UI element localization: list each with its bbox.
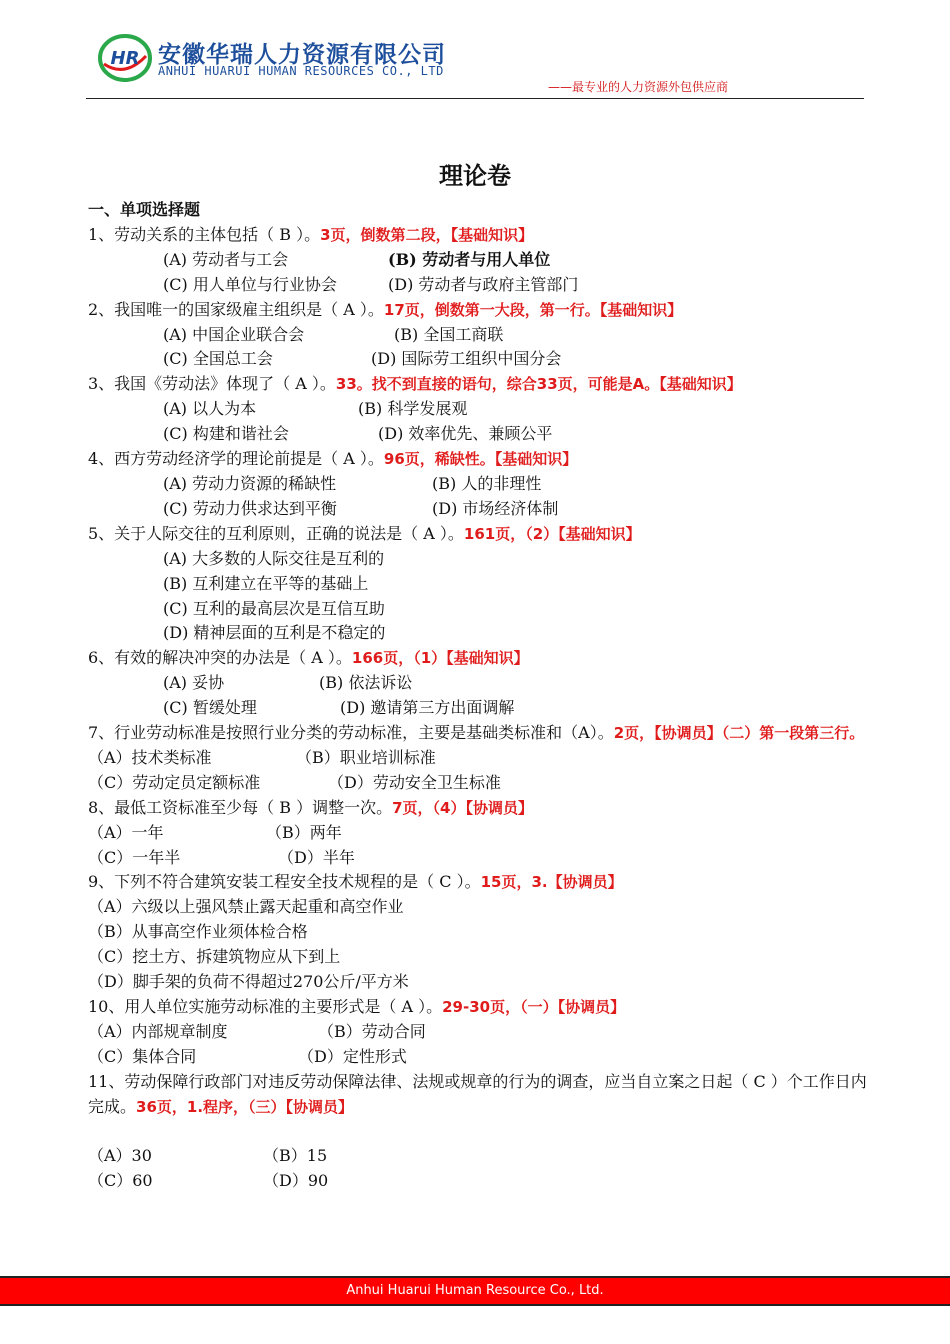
question-7 [88,721,868,746]
question-stem: 9、下列不符合建筑安装工程安全技术规程的是（ C ）。 [88,872,481,892]
option-d: (D) 劳动者与政府主管部门 [388,274,579,294]
option-d: (D) 精神层面的互利是不稳定的 [163,623,386,643]
option-a: (A) 劳动力资源的稀缺性 [163,473,337,493]
option-b: (B) 互利建立在平等的基础上 [163,573,369,593]
option-row [88,1020,868,1045]
spacer [88,1120,868,1145]
option-row [88,323,868,348]
option-d: (D) 效率优先、兼顾公平 [378,424,553,444]
answer-note: 161页，（2）【基础知识】 [463,524,641,543]
question-stem: 4、西方劳动经济学的理论前提是（ A ）。 [88,449,384,469]
question-9 [88,870,868,895]
option-c: (C) 劳动力供求达到平衡 [163,498,337,518]
option-d: （D）脚手架的负荷不得超过270公斤/平方米 [88,972,409,992]
question-3 [88,372,868,397]
option-b: (B) 劳动者与用人单位 [388,249,551,269]
company-name-cn: 安徽华瑞人力资源有限公司 [158,42,446,68]
option-b: （B）15 [263,1146,328,1166]
answer-note: 15页，3.【协调员】 [480,873,623,892]
option-row [88,1045,868,1070]
option-d: （D）劳动安全卫生标准 [328,772,501,792]
option-row [88,821,868,846]
option-row [88,696,868,721]
option-c: (C) 互利的最高层次是互信互助 [163,598,385,618]
answer-note: 33。找不到直接的语句，综合33页，可能是A。【基础知识】 [335,375,742,394]
option-c: (C) 全国总工会 [163,349,273,369]
option-c: （C）一年半 [88,847,181,867]
answer-note: 36页，1.程序，（三）【协调员】 [136,1097,354,1116]
question-1 [88,223,868,248]
logo-text: HR [110,48,140,69]
option-a: (A) 劳动者与工会 [163,249,289,269]
option-c: （C）集体合同 [88,1046,197,1066]
option-c: （C）挖土方、拆建筑物应从下到上 [88,947,341,967]
option-c: （C）60 [88,1171,153,1191]
option-b: （B）从事高空作业须体检合格 [88,922,308,942]
page-title: 理论卷 [439,161,511,190]
question-2 [88,298,868,323]
option-a: (A) 大多数的人际交往是互利的 [163,548,385,568]
option-a: （A）技术类标准 [88,747,212,767]
option-d: (D) 国际劳工组织中国分会 [371,349,562,369]
question-list [88,198,868,1194]
option-row [88,397,868,422]
option-row [88,422,868,447]
option-b: (B) 依法诉讼 [319,673,413,693]
option-b: （B）两年 [266,822,342,842]
option-d: （D）定性形式 [298,1046,407,1066]
option-d: （D）90 [263,1171,329,1191]
option-a: （A）六级以上强风禁止露天起重和高空作业 [88,897,404,917]
question-stem: 6、有效的解决冲突的办法是（ A ）。 [88,648,352,668]
option-b: (B) 全国工商联 [394,324,504,344]
question-stem: 2、我国唯一的国家级雇主组织是（ A ）。 [88,299,384,319]
question-stem: 8、最低工资标准至少每（ B ）调整一次。 [88,797,393,817]
question-11 [88,1070,868,1120]
option-a: （A）一年 [88,822,164,842]
company-name-en: ANHUI HUARUI HUMAN RESOURCES CO., LTD [158,64,444,78]
question-stem: 5、关于人际交往的互利原则，正确的说法是（ A ）。 [88,523,464,543]
option-row [88,347,868,372]
option-c: (C) 暂缓处理 [163,698,257,718]
answer-note: 17页，倒数第一大段，第一行。【基础知识】 [383,300,683,319]
question-stem: 1、劳动关系的主体包括（ B ）。 [88,224,321,244]
option-c: （C）劳动定员定额标准 [88,772,261,792]
header-slogan: ——最专业的人力资源外包供应商 [548,80,729,94]
question-stem: 7、行业劳动标准是按照行业分类的劳动标准，主要是基础类标准和（A）。 [88,723,614,743]
answer-note: 29-30页，（一）【协调员】 [442,998,626,1016]
footer-company: Anhui Huarui Human Resource Co., Ltd. [346,1283,604,1298]
option-row [88,273,868,298]
option-d: (D) 邀请第三方出面调解 [340,698,515,718]
option-row [88,472,868,497]
option-row [88,671,868,696]
option-row [88,846,868,871]
option-row [88,248,868,273]
option-c: (C) 用人单位与行业协会 [163,274,337,294]
question-stem: 11、劳动保障行政部门对违反劳动保障法律、法规或规章的行为的调查，应当自立案之日起（ C ）个工作日内完成。 [88,1071,867,1116]
option-b: (B) 人的非理性 [432,473,542,493]
option-row [88,497,868,522]
answer-note: 2页，【协调员】（二）第一段第三行。 [613,724,865,743]
answer-note: 7页，（4）【协调员】 [392,798,533,817]
option-row [88,1144,868,1169]
option-row [88,771,868,796]
option-a: (A) 以人为本 [163,399,257,419]
option-a: (A) 妥协 [163,673,225,693]
section-heading: 一、单项选择题 [88,200,201,219]
question-4 [88,447,868,472]
header-divider [86,98,864,99]
question-stem: 10、用人单位实施劳动标准的主要形式是（ A ）。 [88,997,443,1016]
question-8 [88,796,868,821]
option-b: （B）职业培训标准 [296,747,436,767]
question-10 [88,995,868,1020]
option-a: (A) 中国企业联合会 [163,324,305,344]
option-c: (C) 构建和谐社会 [163,424,289,444]
answer-note: 96页，稀缺性。【基础知识】 [383,450,578,469]
page-footer [0,1276,950,1306]
option-a: （A）30 [88,1146,152,1166]
question-stem: 3、我国《劳动法》体现了（ A ）。 [88,374,336,394]
company-logo [98,34,152,82]
option-row [88,1169,868,1194]
option-b: (B) 科学发展观 [358,399,468,419]
question-6 [88,646,868,671]
answer-note: 3页，倒数第二段，【基础知识】 [320,225,534,244]
question-5 [88,522,868,547]
option-b: （B）劳动合同 [318,1021,426,1041]
option-a: （A）内部规章制度 [88,1021,228,1041]
page-header [0,0,950,105]
option-row [88,746,868,771]
option-d: (D) 市场经济体制 [432,498,559,518]
answer-note: 166页，（1）【基础知识】 [351,649,529,668]
option-d: （D）半年 [278,847,355,867]
